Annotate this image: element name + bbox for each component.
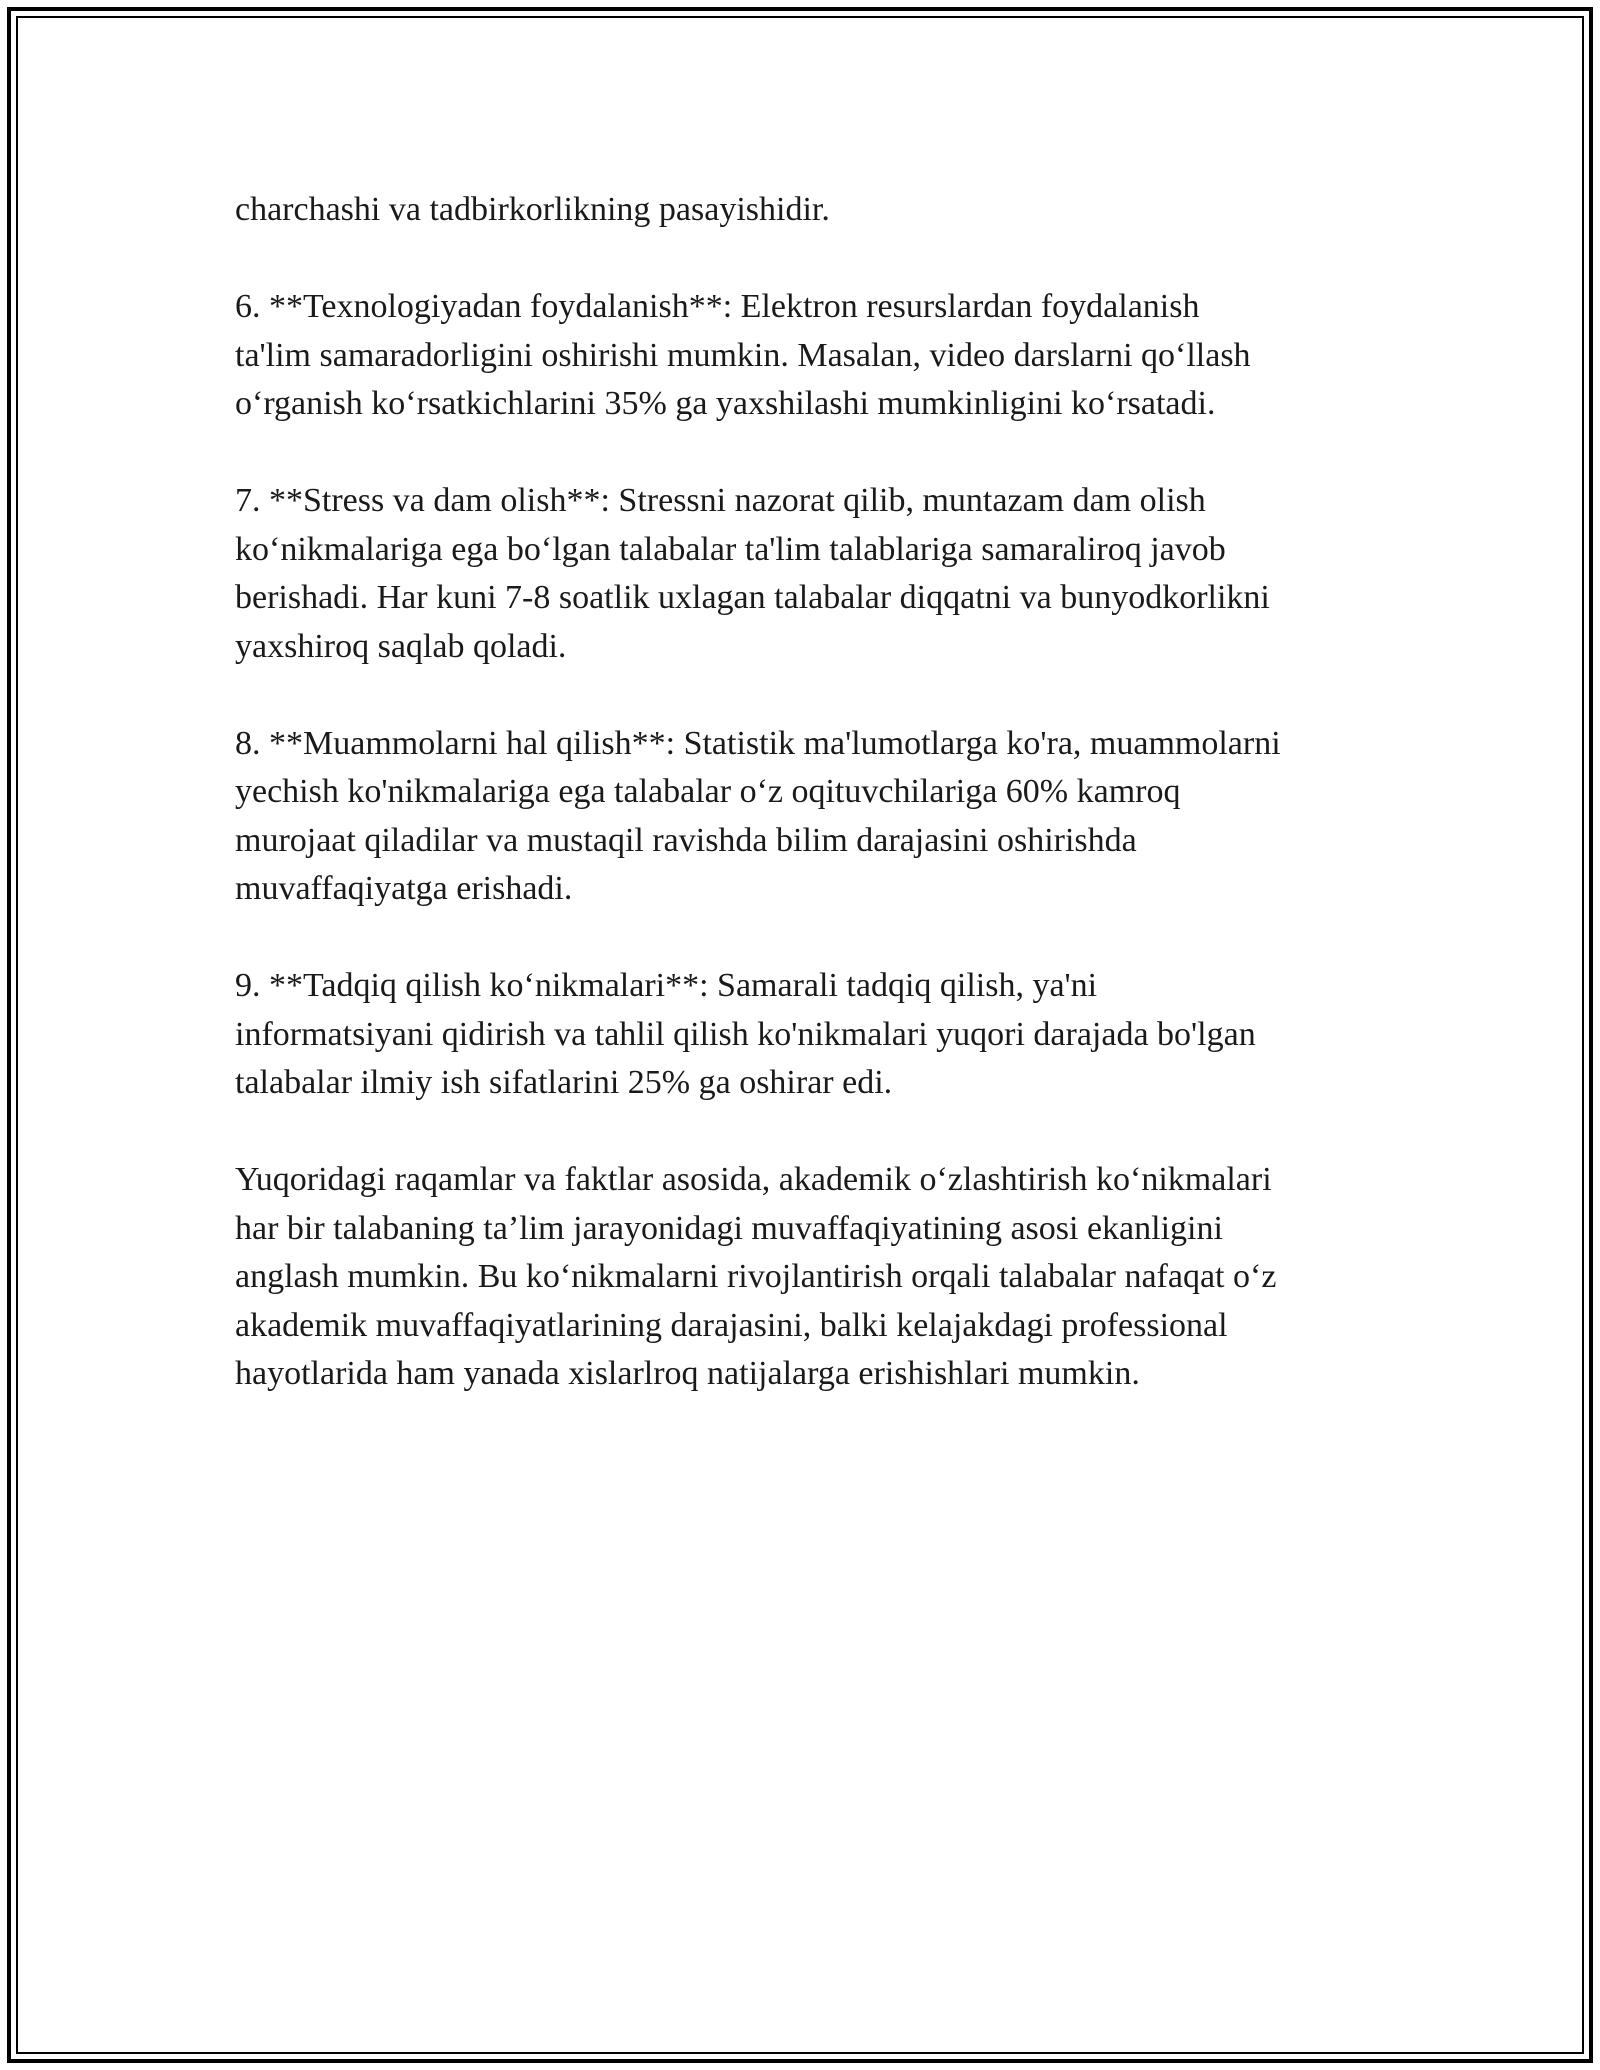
- text-line: charchashi va tadbirkorlikning pasayishidir.: [235, 191, 830, 228]
- paragraph-item-7-stress: [235, 477, 1385, 671]
- paragraph-conclusion: [235, 1156, 1385, 1399]
- text-line: murojaat qiladilar va mustaqil ravishda bilim darajasini oshirishda: [235, 821, 1137, 859]
- text-line: 8. **Muammolarni hal qilish**: Statistik ma'lumotlarga ko'ra, muammolarni: [235, 724, 1281, 762]
- paragraph-item-9-research: [235, 962, 1385, 1108]
- text-line: akademik muvaffaqiyatlarining darajasini, balki kelajakdagi professional: [235, 1306, 1228, 1344]
- paragraph-continuation: [235, 186, 1385, 235]
- text-line: yechish ko'nikmalariga ega talabalar o‘z oqituvchilariga 60% kamroq: [235, 773, 1181, 810]
- text-line: 7. **Stress va dam olish**: Stressni nazorat qilib, muntazam dam olish: [235, 482, 1206, 519]
- text-line: ko‘nikmalariga ega bo‘lgan talabalar ta'lim talablariga samaraliroq javob: [235, 530, 1226, 568]
- text-line: har bir talabaning ta’lim jarayonidagi muvaffaqiyatining asosi ekanligini: [235, 1209, 1223, 1247]
- text-line: anglash mumkin. Bu ko‘nikmalarni rivojlantirish orqali talabalar nafaqat o‘z: [235, 1258, 1277, 1295]
- text-line: muvaffaqiyatga erishadi.: [235, 870, 573, 907]
- text-line: hayotlarida ham yanada xislarlroq natijalarga erishishlari mumkin.: [235, 1355, 1140, 1392]
- text-line: 6. **Texnologiyadan foydalanish**: Elektron resurslardan foydalanish: [235, 288, 1200, 325]
- document-body: [235, 186, 1385, 1447]
- text-line: o‘rganish ko‘rsatkichlarini 35% ga yaxshilashi mumkinligini ko‘rsatadi.: [235, 385, 1216, 422]
- text-line: 9. **Tadqiq qilish ko‘nikmalari**: Samarali tadqiq qilish, ya'ni: [235, 967, 1098, 1004]
- text-line: yaxshiroq saqlab qoladi.: [235, 627, 567, 665]
- text-line: informatsiyani qidirish va tahlil qilish ko'nikmalari yuqori darajada bo'lgan: [235, 1015, 1256, 1053]
- text-line: talabalar ilmiy ish sifatlarini 25% ga oshirar edi.: [235, 1064, 893, 1101]
- text-line: ta'lim samaradorligini oshirishi mumkin. Masalan, video darslarni qo‘llash: [235, 336, 1251, 374]
- paragraph-item-8-problem-solving: [235, 720, 1385, 914]
- text-line: berishadi. Har kuni 7-8 soatlik uxlagan talabalar diqqatni va bunyodkorlikni: [235, 579, 1270, 616]
- paragraph-item-6-technology: [235, 283, 1385, 429]
- text-line: Yuqoridagi raqamlar va faktlar asosida, akademik o‘zlashtirish ko‘nikmalari: [235, 1161, 1272, 1198]
